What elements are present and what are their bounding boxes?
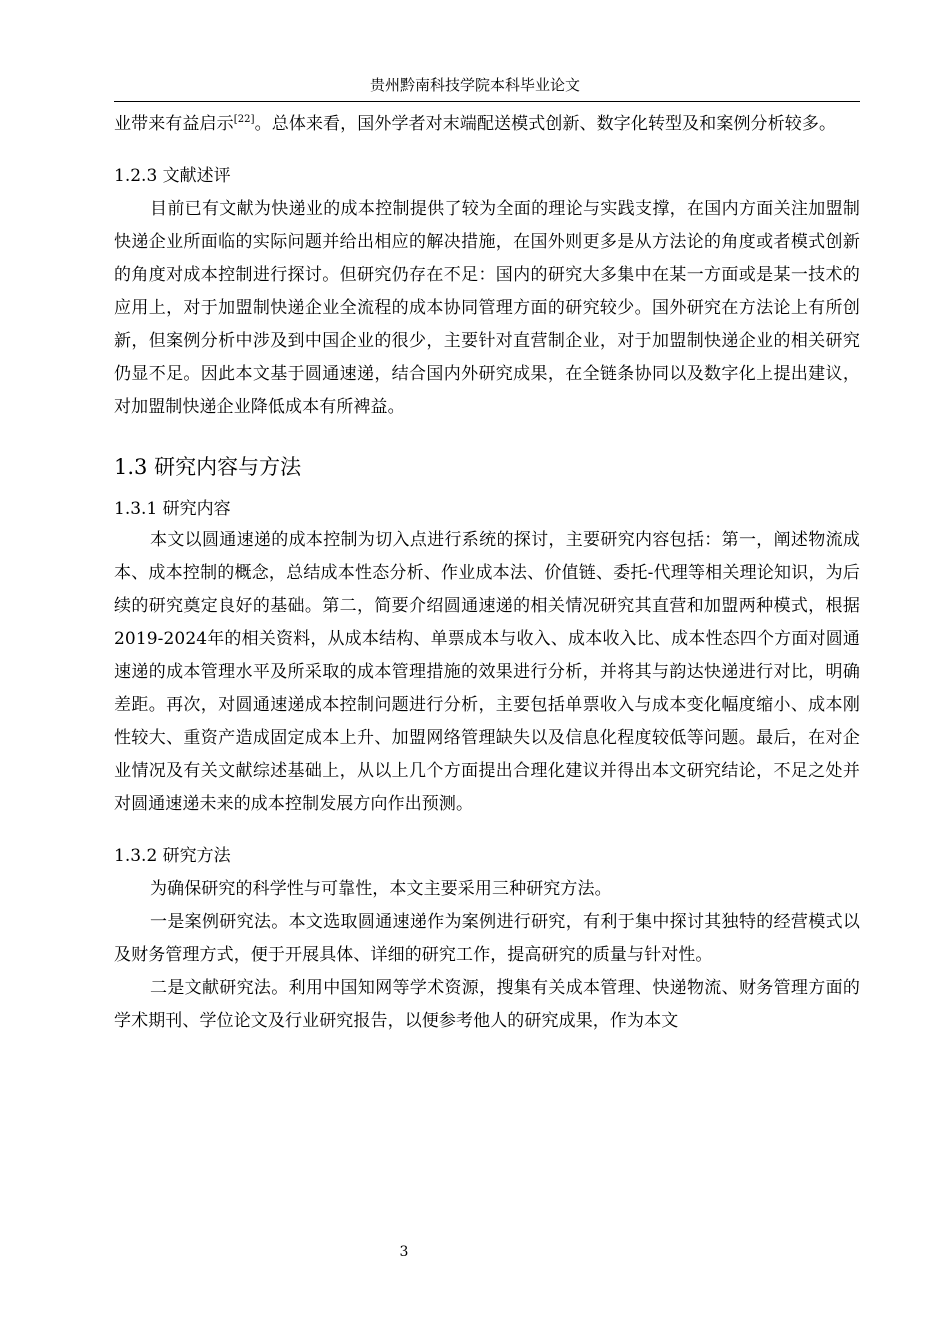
heading-1-3-2: 1.3.2 研究方法 (114, 846, 231, 866)
heading-1-2-3: 1.2.3 文献述评 (114, 166, 231, 186)
case-study-paragraph: 一是案例研究法。本文选取圆通速递作为案例进行研究，有利于集中探讨其独特的经营模式以及财务管理方式，便于开展具体、详细的研究工作，提高研究的质量与针对性。 (114, 912, 860, 965)
heading-1-3-1: 1.3.1 研究内容 (114, 499, 231, 519)
page-header: 贵州黔南科技学院本科毕业论文 (369, 76, 580, 94)
header-rule (114, 101, 860, 102)
page-number: 3 (399, 1244, 409, 1260)
literature-method-paragraph: 二是文献研究法。利用中国知网等学术资源，搜集有关成本管理、快递物流、财务管理方面的学术期刊、学位论文及行业研究报告，以便参考他人的研究成果，作为本文 (114, 978, 860, 1031)
research-content-paragraph: 本文以圆通速递的成本控制为切入点进行系统的探讨，主要研究内容包括：第一，阐述物流成本、成本控制的概念，总结成本性态分析、作业成本法、价值链、委托-代理等相关理论知识，为后续的研究奠定良好的基础。第二，简要介绍圆通速递的相关情况研究其直营和加盟两种模式，根据2019-2024年的相关资料，从成本结构、单票成本与收入、成本收入比、成本性态四个方面对圆通速递的成本管理水平及所采取的成本管理措施的效果进行分析，并将其与韵达快递进行对比，明确差距。再次，对圆通速递成本控制问题进行分析，主要包括单票收入与成本变化幅度缩小、成本刚性较大、重资产造成固定成本上升、加盟网络管理缺失以及信息化程度较低等问题。最后，在对企业情况及有关文献综述基础上，从以上几个方面提出合理化建议并得出本文研究结论，不足之处并对圆通速递未来的成本控制发展方向作出预测。 (114, 530, 860, 814)
citation-ref[interactable]: [22] (233, 114, 255, 125)
intro-paragraph: 业带来有益启示[22]。总体来看，国外学者对末端配送模式创新、数字化转型及和案例分析较多。 (114, 114, 837, 134)
literature-review-paragraph: 目前已有文献为快递业的成本控制提供了较为全面的理论与实践支撑，在国内方面关注加盟制快递企业所面临的实际问题并给出相应的解决措施，在国外则更多是从方法论的角度或者模式创新的角度对成本控制进行探讨。但研究仍存在不足：国内的研究大多集中在某一方面或是某一技术的应用上，对于加盟制快递企业全流程的成本协同管理方面的研究较少。国外研究在方法论上有所创新，但案例分析中涉及到中国企业的很少，主要针对直营制企业，对于加盟制快递企业的相关研究仍显不足。因此本文基于圆通速递，结合国内外研究成果，在全链条协同以及数字化上提出建议，对加盟制快递企业降低成本有所裨益。 (114, 199, 860, 417)
methods-intro-paragraph: 为确保研究的科学性与可靠性，本文主要采用三种研究方法。 (150, 879, 612, 899)
page-content (114, 108, 860, 1038)
heading-1-3: 1.3 研究内容与方法 (114, 455, 302, 479)
